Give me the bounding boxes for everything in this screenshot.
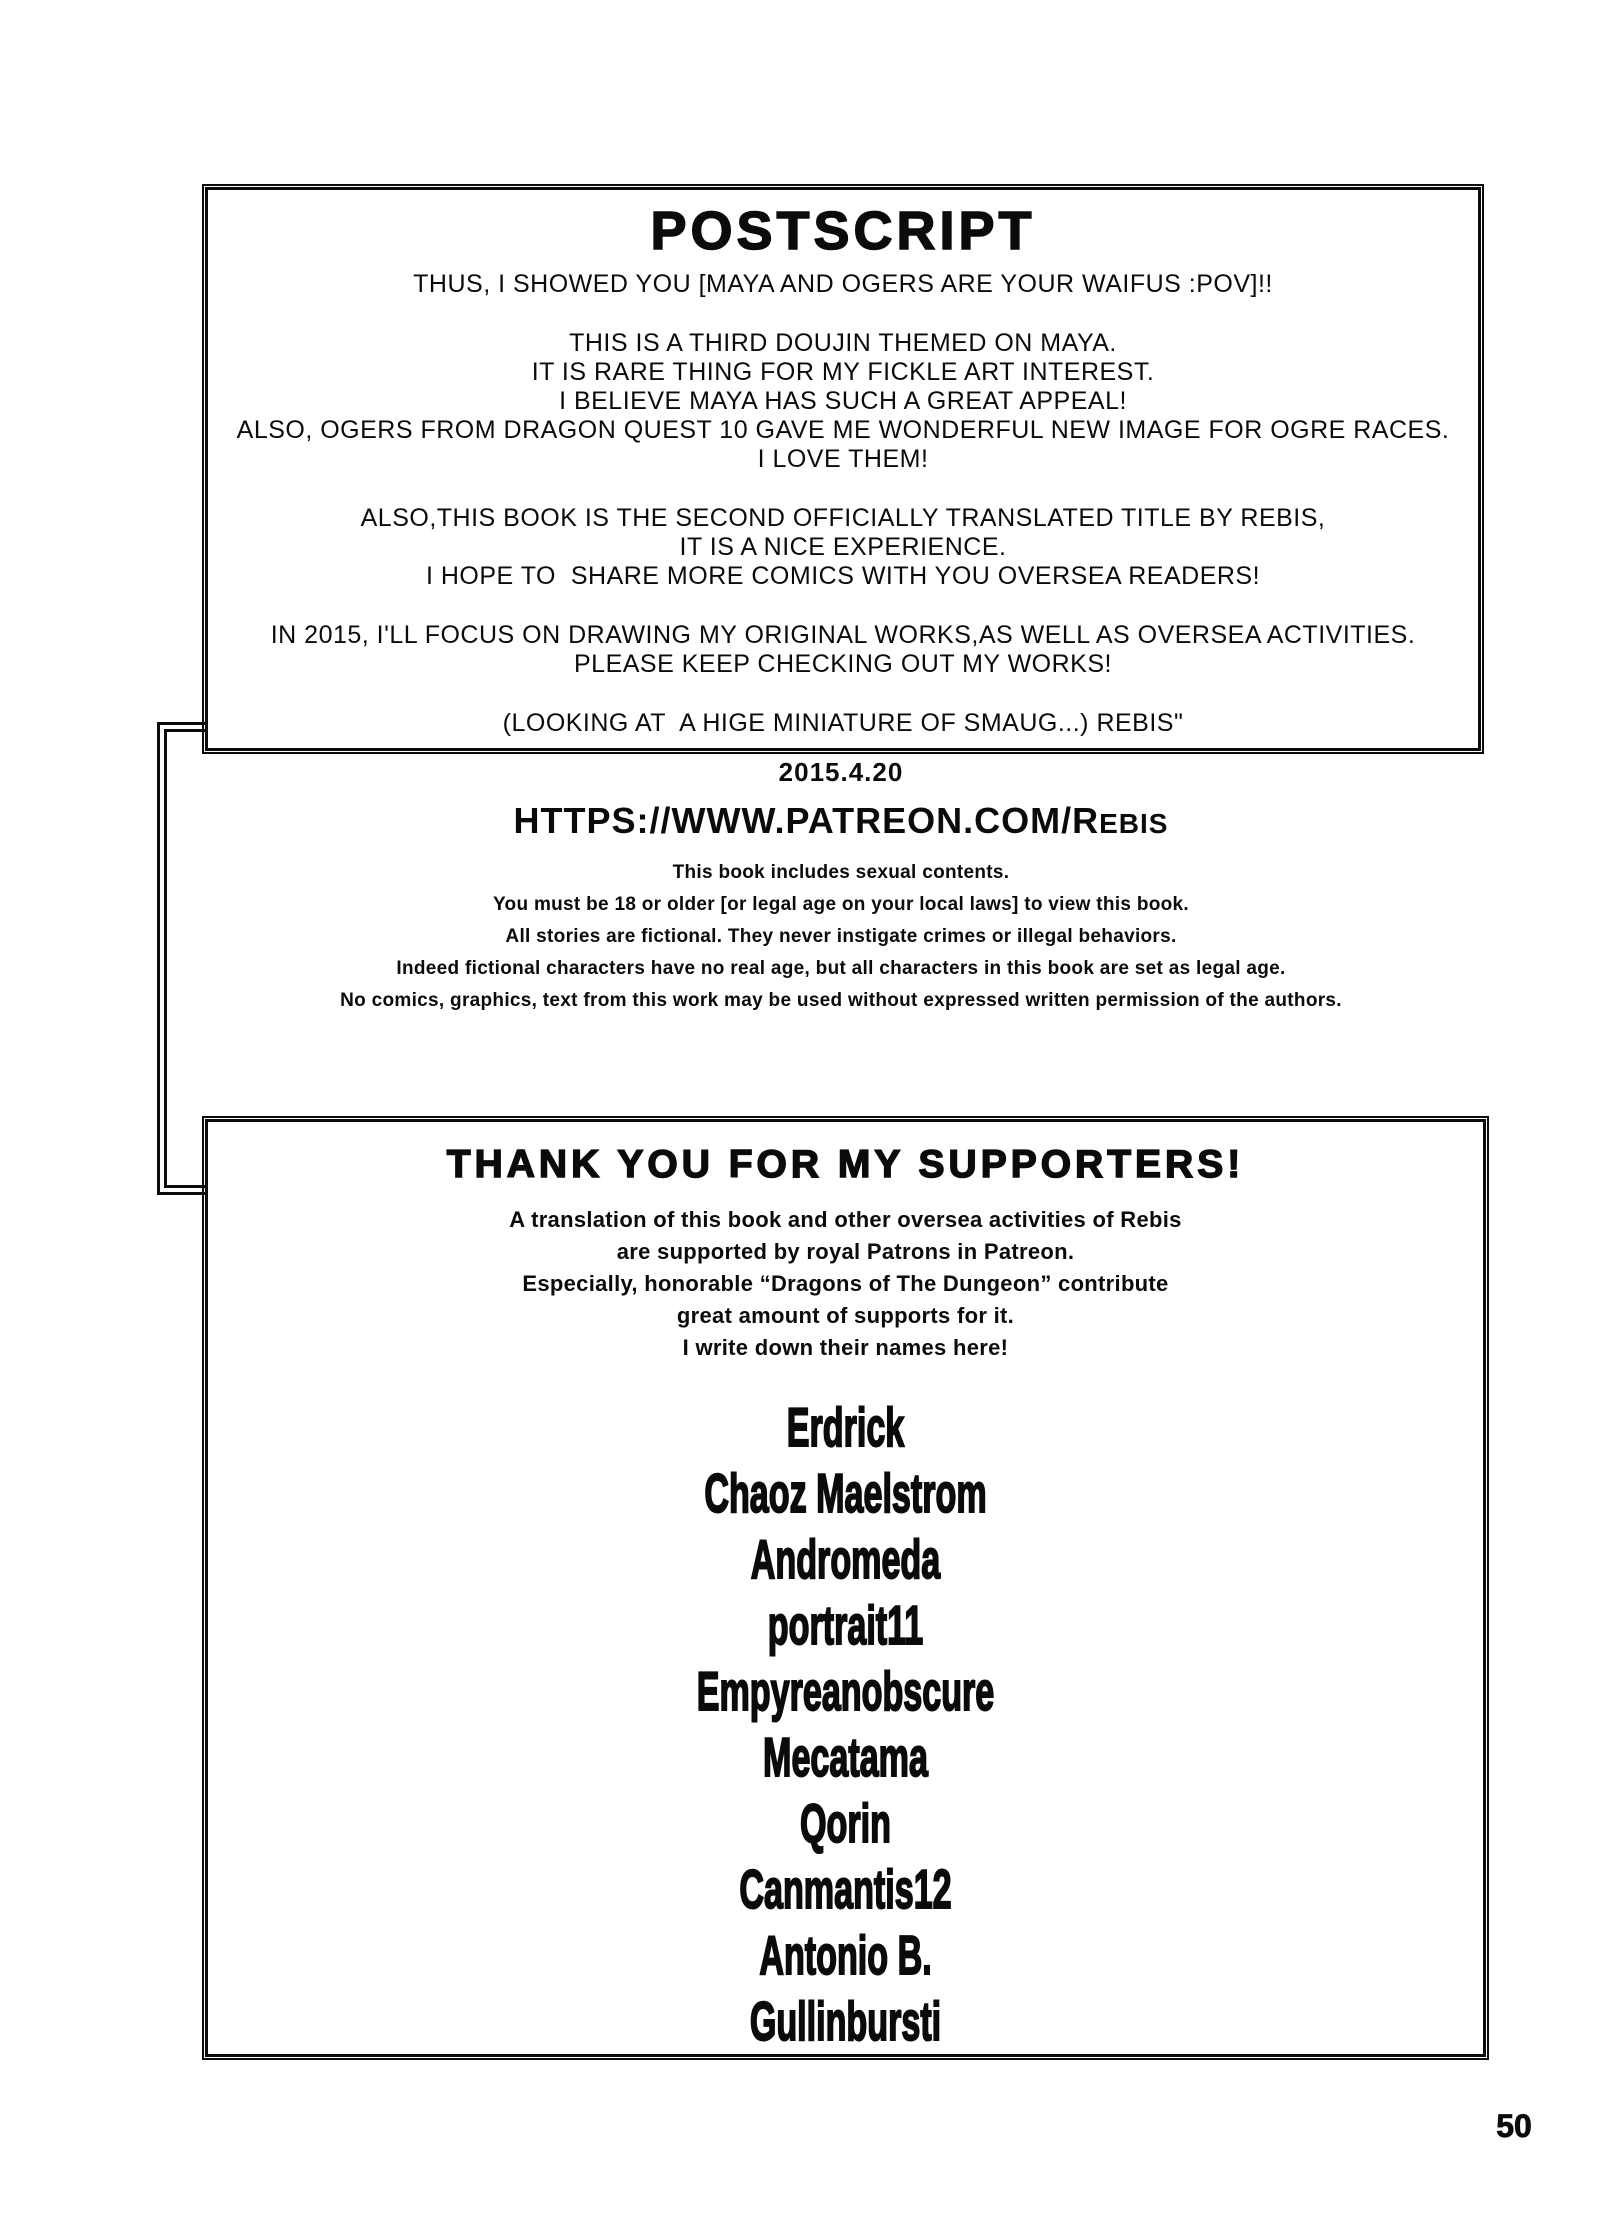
- disclaimer-line: No comics, graphics, text from this work may be used without expressed written permission of the authors.: [340, 990, 1342, 1011]
- postscript-body: [208, 270, 1478, 768]
- disclaimer-line: This book includes sexual contents.: [672, 862, 1010, 883]
- postscript-paragraph: [208, 270, 1478, 299]
- supporters-title: THANK YOU FOR MY SUPPORTERS!: [446, 1143, 1245, 1186]
- postscript-paragraph: [208, 504, 1478, 591]
- postscript-box: [205, 187, 1481, 751]
- postscript-line: I LOVE THEM!: [757, 445, 929, 473]
- page-number: 50: [1496, 2108, 1532, 2144]
- postscript-paragraph: [208, 329, 1478, 474]
- postscript-title: POSTSCRIPT: [650, 201, 1036, 261]
- supporters-intro-line: A translation of this book and other oversea activities of Rebis: [509, 1207, 1182, 1232]
- disclaimer-block: [205, 857, 1477, 1017]
- publish-date: 2015.4.20: [778, 757, 904, 787]
- supporter-name: Chaoz Maelstrom: [704, 1462, 987, 1524]
- patreon-url: [205, 799, 1477, 846]
- postscript-line: ALSO, OGERS FROM DRAGON QUEST 10 GAVE ME WONDERFUL NEW IMAGE FOR OGRE RACES.: [236, 416, 1450, 444]
- postscript-line: (LOOKING AT A HIGE MINIATURE OF SMAUG...) REBIS": [502, 709, 1184, 737]
- disclaimer-line: You must be 18 or older [or legal age on your local laws] to view this book.: [492, 894, 1190, 915]
- patreon-url-name-rest: EBIS: [1099, 808, 1169, 839]
- postscript-line: THIS IS A THIRD DOUJIN THEMED ON MAYA.: [569, 329, 1117, 357]
- supporter-name: Antonio B.: [759, 1924, 932, 1986]
- supporter-name: Canmantis12: [739, 1858, 952, 1920]
- supporter-name: Empyreanobscure: [696, 1660, 995, 1722]
- supporters-intro-line: are supported by royal Patrons in Patreon.: [616, 1239, 1075, 1264]
- postscript-line: THUS, I SHOWED YOU [MAYA AND OGERS ARE YOUR WAIFUS :POV]!!: [413, 270, 1273, 298]
- supporter-name: Qorin: [800, 1792, 891, 1854]
- supporter-name: Gullinbursti: [749, 1990, 942, 2052]
- postscript-line: IN 2015, I'LL FOCUS ON DRAWING MY ORIGINAL WORKS,AS WELL AS OVERSEA ACTIVITIES.: [270, 621, 1416, 649]
- patreon-url-prefix: HTTPS://WWW.PATREON.COM/: [513, 800, 1073, 841]
- supporter-name: Erdrick: [786, 1396, 905, 1458]
- supporter-name: portrait11: [767, 1594, 924, 1656]
- postscript-paragraph: [208, 709, 1478, 738]
- disclaimer-line: All stories are fictional. They never instigate crimes or illegal behaviors.: [505, 926, 1177, 947]
- postscript-line: IT IS A NICE EXPERIENCE.: [679, 533, 1007, 561]
- postscript-line: I BELIEVE MAYA HAS SUCH A GREAT APPEAL!: [559, 387, 1127, 415]
- supporters-intro-line: I write down their names here!: [682, 1335, 1009, 1360]
- postscript-line: ALSO,THIS BOOK IS THE SECOND OFFICIALLY TRANSLATED TITLE BY REBIS,: [360, 504, 1326, 532]
- supporters-intro: [208, 1204, 1483, 1364]
- supporters-box: [205, 1119, 1486, 2057]
- supporter-names-list: [208, 1394, 1483, 2054]
- disclaimer-line: Indeed fictional characters have no real age, but all characters in this book are set as legal age.: [396, 958, 1286, 979]
- postscript-line: I HOPE TO SHARE MORE COMICS WITH YOU OVERSEA READERS!: [425, 562, 1261, 590]
- supporter-name: Andromeda: [750, 1528, 941, 1590]
- postscript-line: IT IS RARE THING FOR MY FICKLE ART INTEREST.: [531, 358, 1155, 386]
- supporter-name: Mecatama: [763, 1726, 928, 1788]
- patreon-url-name-initial: R: [1072, 800, 1100, 841]
- postscript-paragraph: [208, 621, 1478, 679]
- supporters-intro-line: great amount of supports for it.: [676, 1303, 1015, 1328]
- postscript-line: PLEASE KEEP CHECKING OUT MY WORKS!: [574, 650, 1112, 678]
- supporters-intro-line: Especially, honorable “Dragons of The Dungeon” contribute: [522, 1271, 1169, 1296]
